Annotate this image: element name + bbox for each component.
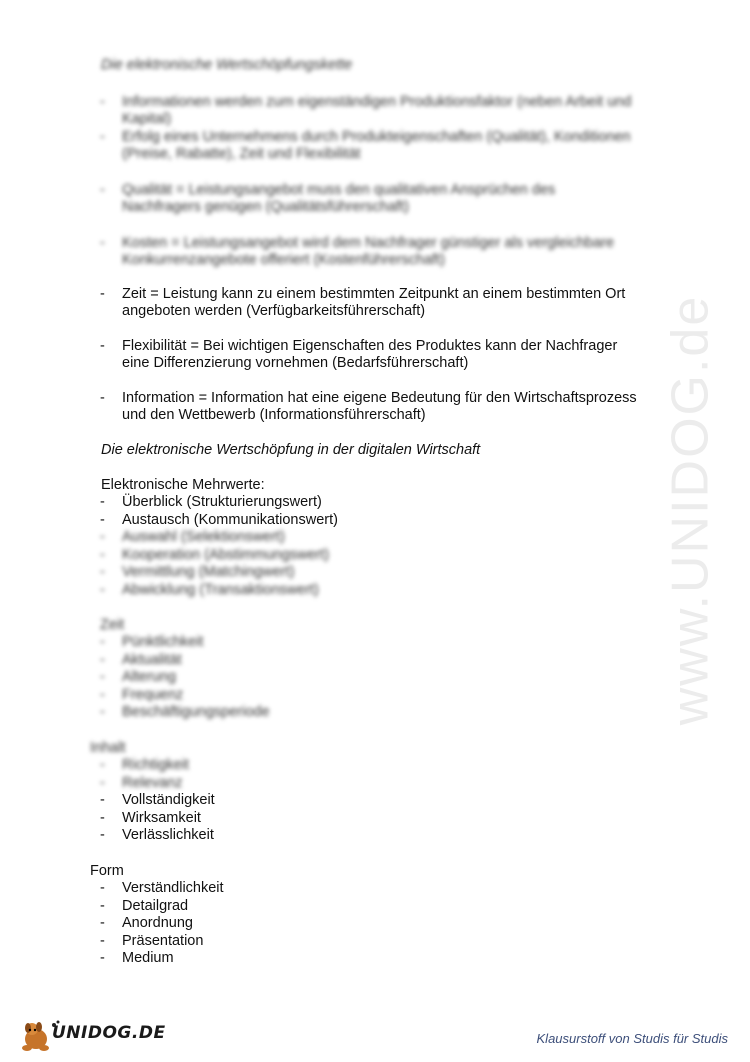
bullet-dash: - <box>100 94 105 110</box>
footer-tagline: Klausurstoff von Studis für Studis <box>536 1031 728 1046</box>
zeit-item: Frequenz <box>122 686 184 703</box>
bullet-dash: - <box>100 390 105 406</box>
bullet-dash: - <box>100 546 105 563</box>
blurred-bullet-line: Nachfragers genügen (Qualitätsführerschaft) <box>122 199 409 215</box>
bullet-dash: - <box>100 182 105 198</box>
blurred-bullet-line: Qualität = Leistungsangebot muss den qualitativen Ansprüchen des <box>122 182 556 198</box>
zeit-title: Zeit <box>100 617 125 633</box>
zeit-item: Pünktlichkeit <box>122 634 204 650</box>
bullet-dash: - <box>100 950 105 966</box>
form-title: Form <box>90 863 124 879</box>
form-item: Detailgrad <box>122 897 189 914</box>
bullet-dash: - <box>100 792 105 808</box>
bullet-dash: - <box>100 338 105 354</box>
inhalt-item: Richtigkeit <box>122 757 189 773</box>
bullet-line: eine Differenzierung vornehmen (Bedarfsführerschaft) <box>122 355 469 371</box>
blurred-bullet-line: Kapital) <box>122 111 172 127</box>
blurred-bullet-line: Informationen werden zum eigenständigen Produktionsfaktor (neben Arbeit und <box>122 94 632 110</box>
inhalt-item: Wirksamkeit <box>122 809 201 826</box>
bullet-dash: - <box>100 669 105 685</box>
bullet-dash: - <box>100 511 105 528</box>
mehrwert-item: Austausch (Kommunikationswert) <box>122 511 338 528</box>
heading-blurred: Die elektronische Wertschöpfungskette <box>101 57 353 73</box>
form-item: Verständlichkeit <box>122 880 224 896</box>
logo-text[interactable]: UNIDOG.DE <box>52 1023 166 1043</box>
bullet-dash: - <box>100 932 105 949</box>
zeit-item: Alterung <box>122 669 177 685</box>
bullet-dash: - <box>100 915 105 931</box>
bullet-dash: - <box>100 704 105 720</box>
mehrwert-item: Kooperation (Abstimmungswert) <box>122 546 330 563</box>
bullet-dash: - <box>100 774 105 791</box>
bullet-dash: - <box>100 651 105 668</box>
bullet-dash: - <box>100 581 105 598</box>
mehrwert-item: Vermittlung (Matchingwert) <box>122 564 295 580</box>
form-item: Anordnung <box>122 915 193 931</box>
mehrwert-item: Abwicklung (Transaktionswert) <box>122 581 319 598</box>
bullet-dash: - <box>100 286 105 302</box>
inhalt-item: Verlässlichkeit <box>122 827 214 843</box>
bullet-line: und den Wettbewerb (Informationsführerschaft) <box>122 407 426 423</box>
bullet-dash: - <box>100 529 105 545</box>
bullet-dash: - <box>100 494 105 510</box>
bullet-dash: - <box>100 634 105 650</box>
inhalt-item: Relevanz <box>122 774 183 791</box>
bullet-line: Zeit = Leistung kann zu einem bestimmten Zeitpunkt an einem bestimmten Ort <box>122 286 626 302</box>
mehrwerte-title: Elektronische Mehrwerte: <box>101 477 265 493</box>
bullet-dash: - <box>100 564 105 580</box>
bullet-dash: - <box>100 129 105 145</box>
mehrwert-item: Auswahl (Selektionswert) <box>122 529 285 545</box>
bullet-dash: - <box>100 757 105 773</box>
blurred-bullet-line: (Preise, Rabatte), Zeit und Flexibilität <box>122 146 361 162</box>
mehrwert-item: Überblick (Strukturierungswert) <box>122 494 322 510</box>
form-item: Medium <box>122 950 174 966</box>
form-item: Präsentation <box>122 932 204 949</box>
bullet-dash: - <box>100 809 105 826</box>
blurred-bullet-line: Kosten = Leistungsangebot wird dem Nachfrager günstiger als vergleichbare <box>122 235 615 251</box>
inhalt-item: Vollständigkeit <box>122 792 215 808</box>
watermark: www.UNIDOG.de <box>661 294 719 726</box>
bullet-dash: - <box>100 897 105 914</box>
inhalt-title: Inhalt <box>90 740 126 756</box>
section-heading: Die elektronische Wertschöpfung in der digitalen Wirtschaft <box>101 442 481 458</box>
bullet-line: Information = Information hat eine eigene Bedeutung für den Wirtschaftsprozess <box>122 390 637 406</box>
zeit-item: Aktualität <box>122 651 182 668</box>
bullet-dash: - <box>100 686 105 703</box>
bullet-dash: - <box>100 880 105 896</box>
blurred-bullet-line: Konkurrenzangebote offeriert (Kostenführerschaft) <box>122 252 445 268</box>
bullet-dash: - <box>100 827 105 843</box>
bullet-line: Flexibilität = Bei wichtigen Eigenschaften des Produktes kann der Nachfrager <box>122 338 618 354</box>
bullet-line: angeboten werden (Verfügbarkeitsführerschaft) <box>122 303 426 319</box>
blurred-bullet-line: Erfolg eines Unternehmens durch Produkteigenschaften (Qualität), Konditionen <box>122 129 631 145</box>
bullet-dash: - <box>100 235 105 251</box>
zeit-item: Beschäftigungsperiode <box>122 704 270 720</box>
